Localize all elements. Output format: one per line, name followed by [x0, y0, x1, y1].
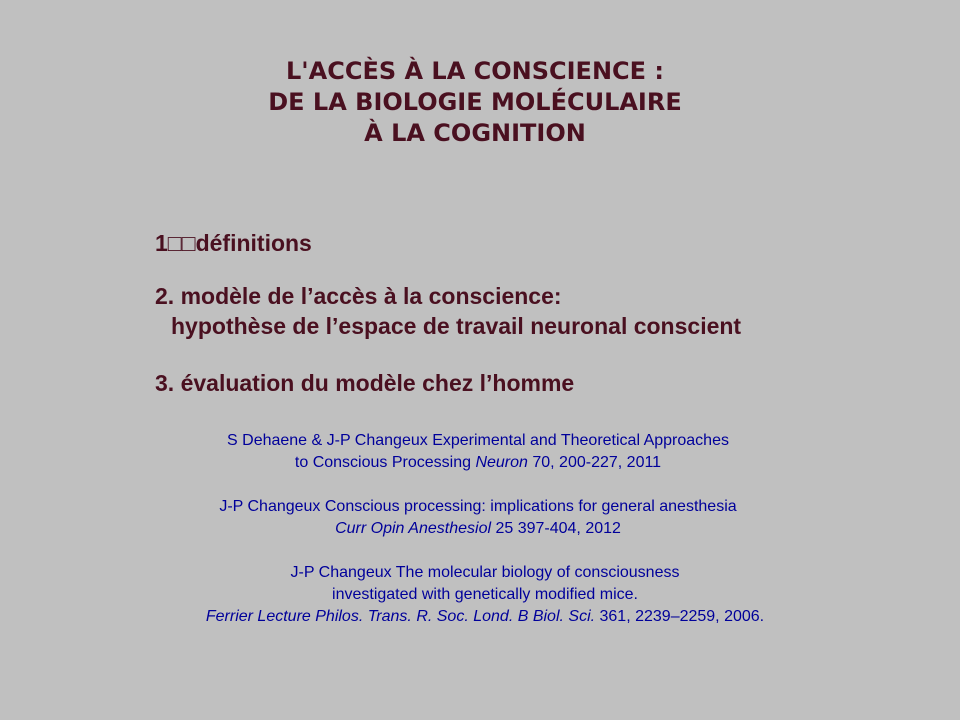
outline-item-2: 2. modèle de l’accès à la conscience: [155, 283, 562, 309]
reference-3-line-2: investigated with genetically modified mice. [332, 586, 638, 603]
outline-item-2-continuation: hypothèse de l’espace de travail neuronal conscient [171, 313, 742, 339]
reference-1 [0, 430, 960, 474]
reference-2-journal: Curr Opin Anesthesiol [335, 520, 492, 537]
reference-3-citation: 361, 2239–2259, 2006. [595, 608, 765, 625]
title-line-2: DE LA BIOLOGIE MOLÉCULAIRE [268, 88, 682, 116]
reference-2-citation: 25 397-404, 2012 [491, 520, 621, 537]
reference-3-line-3 [10, 606, 960, 628]
reference-2 [0, 496, 960, 540]
reference-1-text: to Conscious Processing [294, 454, 476, 471]
outline-item-1: 1□□définitions [155, 230, 312, 256]
reference-3-journal: Ferrier Lecture Philos. Trans. R. Soc. Lond. B Biol. Sci. [205, 608, 596, 625]
title-line-3: À LA COGNITION [364, 119, 586, 147]
reference-2-line-2 [0, 518, 960, 540]
title-line-1: L'ACCÈS À LA CONSCIENCE : [286, 57, 664, 85]
outline-item-3: 3. évaluation du modèle chez l’homme [155, 370, 575, 396]
reference-3 [0, 562, 960, 628]
reference-1-citation: 70, 200-227, 2011 [527, 454, 662, 471]
reference-3-line-1: J-P Changeux The molecular biology of consciousness [290, 564, 680, 581]
references [0, 430, 960, 650]
reference-1-line-2 [0, 452, 960, 474]
slide-title [0, 56, 960, 149]
reference-2-line-1: J-P Changeux Conscious processing: implications for general anesthesia [219, 498, 737, 515]
reference-1-journal: Neuron [475, 454, 528, 471]
reference-1-line-1: S Dehaene & J-P Changeux Experimental and Theoretical Approaches [227, 432, 729, 449]
